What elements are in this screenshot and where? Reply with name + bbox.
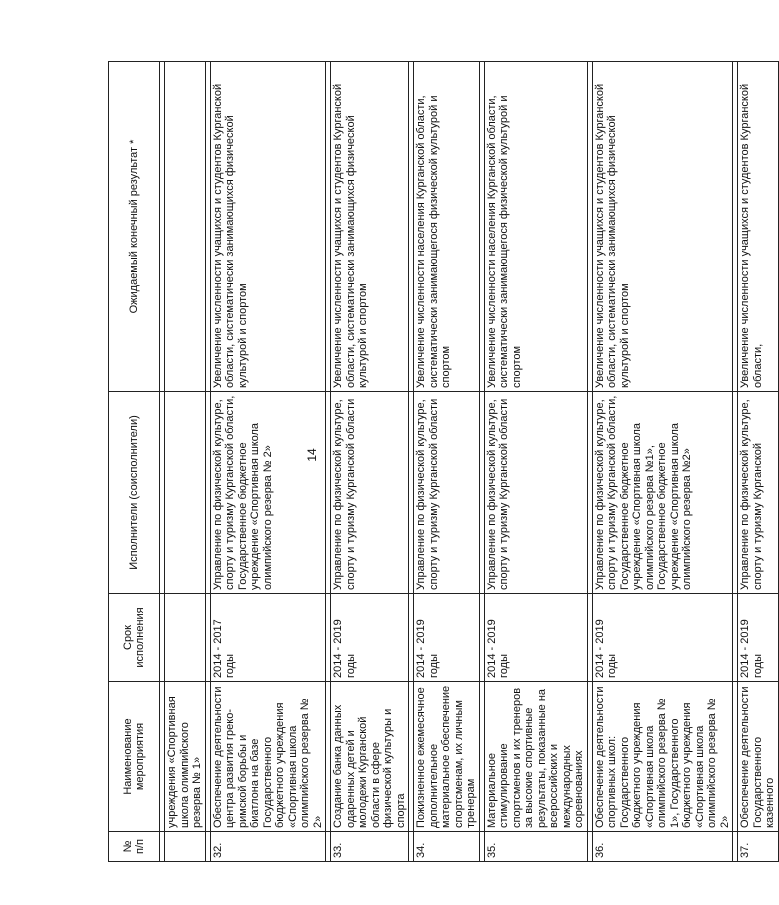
header-executors: Исполнители (соисполнители) — [109, 392, 160, 594]
row-number: 34. — [414, 832, 480, 862]
header-row — [109, 62, 160, 862]
row-number: 35. — [484, 832, 587, 862]
rotated-page — [108, 62, 776, 862]
row-number — [165, 832, 206, 862]
row-activity: Материальное стимулирование спортсменов и их тренеров за высокие спортивные результаты, показанные на всероссийских и международных соревнованиях — [484, 682, 587, 832]
row-activity: Обеспечение деятельности Государственного казенного — [738, 682, 779, 832]
activities-table — [108, 61, 779, 862]
table-row — [414, 62, 480, 862]
table-row — [738, 62, 779, 862]
row-term: 2014 - 2019 годы — [414, 594, 480, 682]
row-term: 2014 - 2019 годы — [331, 594, 409, 682]
row-result: Увеличение численности учащихся и студентов Курганской области, — [738, 62, 779, 392]
header-no: № п/п — [109, 832, 160, 862]
row-number: 36. — [592, 832, 733, 862]
row-executors: Управление по физической культуре, спорту и туризму Курганской области — [331, 392, 409, 594]
page-number-text: 14 — [305, 448, 319, 462]
row-executors: Управление по физической культуре, спорту и туризму Курганской области — [414, 392, 480, 594]
row-activity: Обеспечение деятельности спортивных школ: Государственного бюджетного учреждения «Спортивная школа олимпийского резерва № 1», Государственного бюджетного учреждения «Спортивная школа олимпийского резерва № 2» — [592, 682, 733, 832]
table-row — [592, 62, 733, 862]
row-executors: Управление по физической культуре, спорту и туризму Курганской области, Государственное бюджетное учреждение «Спортивная школа олимпийского резерва № 2» — [210, 392, 326, 594]
row-activity: Пожизненное ежемесячное дополнительное материальное обеспечение спортсменам, их личным тренерам — [414, 682, 480, 832]
row-term: 2014 - 2019 годы — [484, 594, 587, 682]
table-row — [484, 62, 587, 862]
row-executors: Управление по физической культуре, спорту и туризму Курганской — [738, 392, 779, 594]
row-result: Увеличение численности населения Курганской области, систематически занимающегося физической культурой и спортом — [484, 62, 587, 392]
row-term: 2014 - 2019 годы — [592, 594, 733, 682]
row-result: Увеличение численности учащихся и студентов Курганской области, систематически занимающихся физической культурой и спортом — [592, 62, 733, 392]
row-activity: учреждения «Спортивная школа олимпийского резерва № 1» — [165, 682, 206, 832]
row-number: 33. — [331, 832, 409, 862]
table-row — [165, 62, 206, 862]
row-term — [165, 594, 206, 682]
table-row — [210, 62, 326, 862]
header-name: Наименование мероприятия — [109, 682, 160, 832]
row-executors: Управление по физической культуре, спорту и туризму Курганской области, Государственное бюджетное учреждение «Спортивная школа олимпийского резерва №1», Государственное бюджетное учреждение «Спортивная школа олимпийского резерва №2» — [592, 392, 733, 594]
row-executors: Управление по физической культуре, спорту и туризму Курганской области — [484, 392, 587, 594]
row-number: 37. — [738, 832, 779, 862]
row-term: 2014 - 2019 годы — [738, 594, 779, 682]
row-result: Увеличение численности учащихся и студентов Курганской области, систематически занимающихся физической культурой и спортом — [331, 62, 409, 392]
row-result: Увеличение численности населения Курганской области, систематически занимающегося физической культурой и спортом — [414, 62, 480, 392]
table-row — [331, 62, 409, 862]
row-number: 32. — [210, 832, 326, 862]
row-activity: Создание банка данных одаренных детей и молодежи Курганской области в сфере физической культуры и спорта — [331, 682, 409, 832]
row-result: Увеличение численности учащихся и студентов Курганской области, систематически занимающихся физической культурой и спортом — [210, 62, 326, 392]
row-executors — [165, 392, 206, 594]
row-activity: Обеспечение деятельности центра развития греко-римской борьбы и биатлона на базе Государственного бюджетного учреждения «Спортивная школа олимпийского резерва № 2» — [210, 682, 326, 832]
row-result — [165, 62, 206, 392]
row-term: 2014 - 2017 годы — [210, 594, 326, 682]
header-result: Ожидаемый конечный результат * — [109, 62, 160, 392]
header-term: Срок исполнения — [109, 594, 160, 682]
